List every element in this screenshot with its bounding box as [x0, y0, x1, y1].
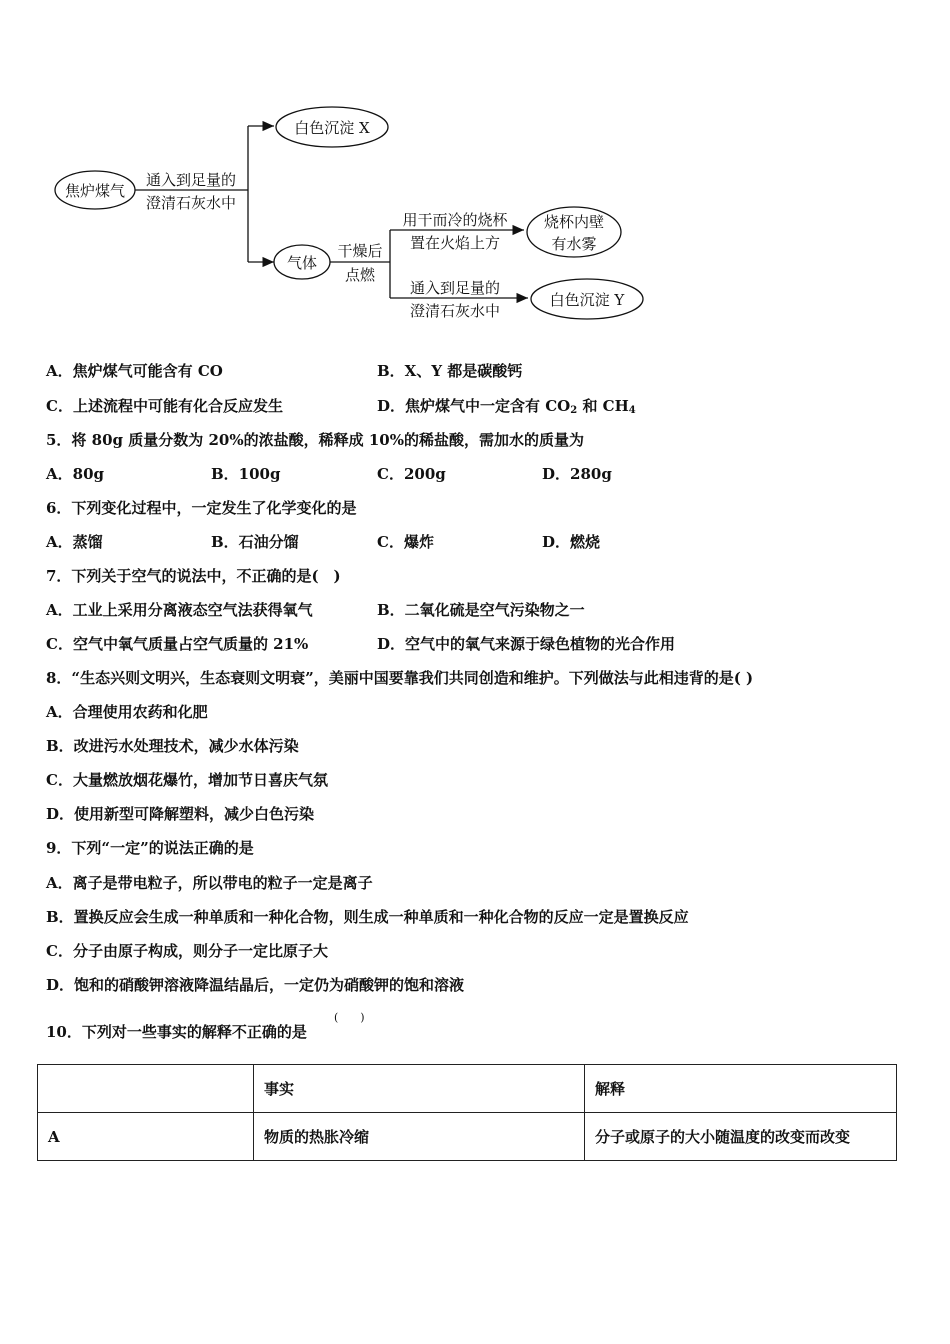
- q8-option-a: A．合理使用农药和化肥: [46, 703, 208, 721]
- q10-table: [37, 1064, 897, 1161]
- table-cell: 物质的热胀冷缩: [254, 1113, 585, 1161]
- start-node-label: 焦炉煤气: [64, 182, 126, 200]
- result-cup-label-1: 烧杯内壁: [543, 213, 605, 231]
- q9-stem: 9．下列“一定”的说法正确的是: [46, 839, 254, 857]
- q4-option-d-pre: D．焦炉煤气中一定含有 CO: [377, 397, 571, 415]
- result-cup-label-2: 有水雾: [551, 235, 597, 253]
- result-x-label: 白色沉淀 X: [294, 119, 370, 137]
- q9-option-a: A．离子是带电粒子，所以带电的粒子一定是离子: [46, 874, 373, 892]
- q8-option-b: B．改进污水处理技术，减少水体污染: [46, 737, 299, 755]
- q7-option-b: B．二氧化硫是空气污染物之一: [377, 601, 585, 619]
- q4-option-d-mid: 和 CH: [577, 397, 629, 415]
- flow-diagram: [0, 0, 950, 340]
- q7-stem: 7．下列关于空气的说法中，不正确的是( ): [46, 567, 341, 585]
- q6-stem: 6．下列变化过程中，一定发生了化学变化的是: [46, 499, 357, 517]
- q4-option-d-sub1: 2: [570, 405, 578, 416]
- table-header-cell: 事实: [254, 1065, 585, 1113]
- gas-node-label: 气体: [286, 254, 318, 272]
- q8-option-c: C．大量燃放烟花爆竹，增加节日喜庆气氛: [46, 771, 328, 789]
- q9-option-c: C．分子由原子构成，则分子一定比原子大: [46, 942, 328, 960]
- q6-option-a: A．蒸馏: [46, 533, 103, 551]
- q7-option-a: A．工业上采用分离液态空气法获得氧气: [46, 601, 313, 619]
- result-y-label: 白色沉淀 Y: [549, 291, 625, 309]
- dry-label-1: 干燥后: [337, 242, 383, 260]
- cup-label-1: 用干而冷的烧杯: [402, 211, 508, 229]
- table-cell: 分子或原子的大小随温度的改变而改变: [585, 1113, 897, 1161]
- q5-option-a: A．80g: [46, 465, 105, 483]
- q6-option-c: C．爆炸: [377, 533, 434, 551]
- q4-option-d: [377, 395, 636, 416]
- table-header-cell: [38, 1065, 254, 1113]
- q7-option-d: D．空气中的氧气来源于绿色植物的光合作用: [377, 635, 676, 653]
- q9-option-b: B．置换反应会生成一种单质和一种化合物，则生成一种单质和一种化合物的反应一定是置换反应: [46, 908, 689, 926]
- q10-stem: 10．下列对一些事实的解释不正确的是: [46, 1023, 307, 1041]
- table-row: [38, 1113, 897, 1161]
- q6-option-b: B．石油分馏: [211, 533, 299, 551]
- q5-option-c: C．200g: [377, 465, 446, 483]
- q4-option-d-sub2: 4: [628, 405, 636, 416]
- q6-option-d: D．燃烧: [542, 533, 601, 551]
- table-header-row: [38, 1065, 897, 1113]
- lime-label-1: 通入到足量的: [409, 279, 501, 297]
- q5-stem: 5．将 80g 质量分数为 20%的浓盐酸，稀释成 10%的稀盐酸，需加水的质量为: [46, 431, 584, 449]
- branch-top-label-2: 澄清石灰水中: [145, 194, 237, 212]
- q8-option-d: D．使用新型可降解塑料，减少白色污染: [46, 805, 315, 823]
- dry-label-2: 点燃: [344, 266, 376, 284]
- q5-option-b: B．100g: [211, 465, 281, 483]
- q4-option-a: A．焦炉煤气可能含有 CO: [46, 362, 223, 380]
- q5-option-d: D．280g: [542, 465, 612, 483]
- lime-label-2: 澄清石灰水中: [409, 302, 501, 320]
- table-cell: A: [38, 1113, 254, 1161]
- table-header-cell: 解释: [585, 1065, 897, 1113]
- branch-top-label-1: 通入到足量的: [145, 171, 237, 189]
- q10-answer-paren: ( ): [334, 1011, 365, 1024]
- q8-stem: 8．“生态兴则文明兴，生态衰则文明衰”，美丽中国要靠我们共同创造和维护。下列做法与此相违背的是( ): [46, 669, 754, 687]
- q4-option-c: C．上述流程中可能有化合反应发生: [46, 397, 283, 415]
- cup-label-2: 置在火焰上方: [409, 234, 501, 252]
- q7-option-c: C．空气中氧气质量占空气质量的 21%: [46, 635, 309, 653]
- q9-option-d: D．饱和的硝酸钾溶液降温结晶后，一定仍为硝酸钾的饱和溶液: [46, 976, 465, 994]
- q4-option-b: B．X、Y 都是碳酸钙: [377, 362, 523, 380]
